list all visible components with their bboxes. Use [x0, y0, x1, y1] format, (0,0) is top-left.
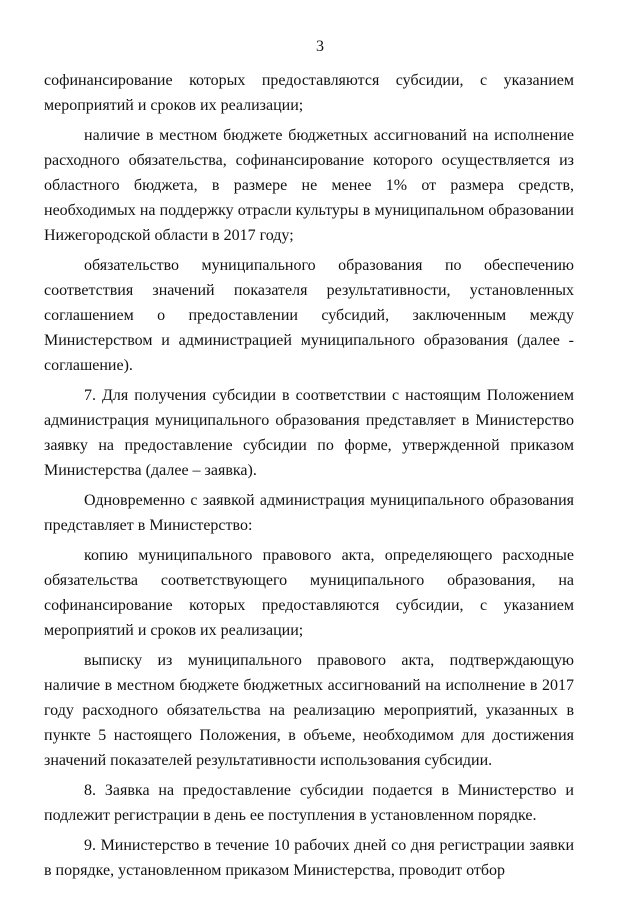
paragraph-obligation: обязательство муниципального образования по обеспечению соответствия значений показателя результативности, установленных соглашением о предоставлении субсидий, заключенным между Министерством и администрацией муниципального образования (далее - соглашение).	[44, 257, 574, 374]
paragraph-simultaneously: Одновременно с заявкой администрация муниципального образования представляет в Министерство:	[44, 492, 574, 534]
document-body	[44, 68, 574, 883]
page-number: 3	[316, 38, 324, 55]
paragraph-budget-allocation: наличие в местном бюджете бюджетных ассигнований на исполнение расходного обязательства, софинансирование которого осуществляется из областного бюджета, в размере не менее 1% от размера средств, необходимых на поддержку отрасли культуры в муниципальном образовании Нижегородской области в 2017 году;	[44, 127, 574, 244]
paragraph-legal-act-copy: копию муниципального правового акта, определяющего расходные обязательства соответствующего муниципального образования, на софинансирование которых предоставляются субсидии, с указанием мероприятий и сроков их реализации;	[44, 547, 574, 639]
paragraph-item-9: 9. Министерство в течение 10 рабочих дней со дня регистрации заявки в порядке, установленном приказом Министерства, проводит отбор	[44, 837, 574, 879]
paragraph-item-7: 7. Для получения субсидии в соответствии с настоящим Положением администрация муниципального образования представляет в Министерство заявку на предоставление субсидии по форме, утвержденной приказом Министерства (далее – заявка).	[44, 387, 574, 479]
paragraph-legal-act-extract: выписку из муниципального правового акта, подтверждающую наличие в местном бюджете бюджетных ассигнований на исполнение в 2017 году расходного обязательства на реализацию мероприятий, указанных в пункте 5 настоящего Положения, в объеме, необходимом для достижения значений показателей результативности использования субсидии.	[44, 652, 574, 769]
paragraph-item-8: 8. Заявка на предоставление субсидии подается в Министерство и подлежит регистрации в день ее поступления в установленном порядке.	[44, 782, 574, 824]
paragraph-continuation: софинансирование которых предоставляются субсидии, с указанием мероприятий и сроков их реализации;	[44, 72, 574, 114]
